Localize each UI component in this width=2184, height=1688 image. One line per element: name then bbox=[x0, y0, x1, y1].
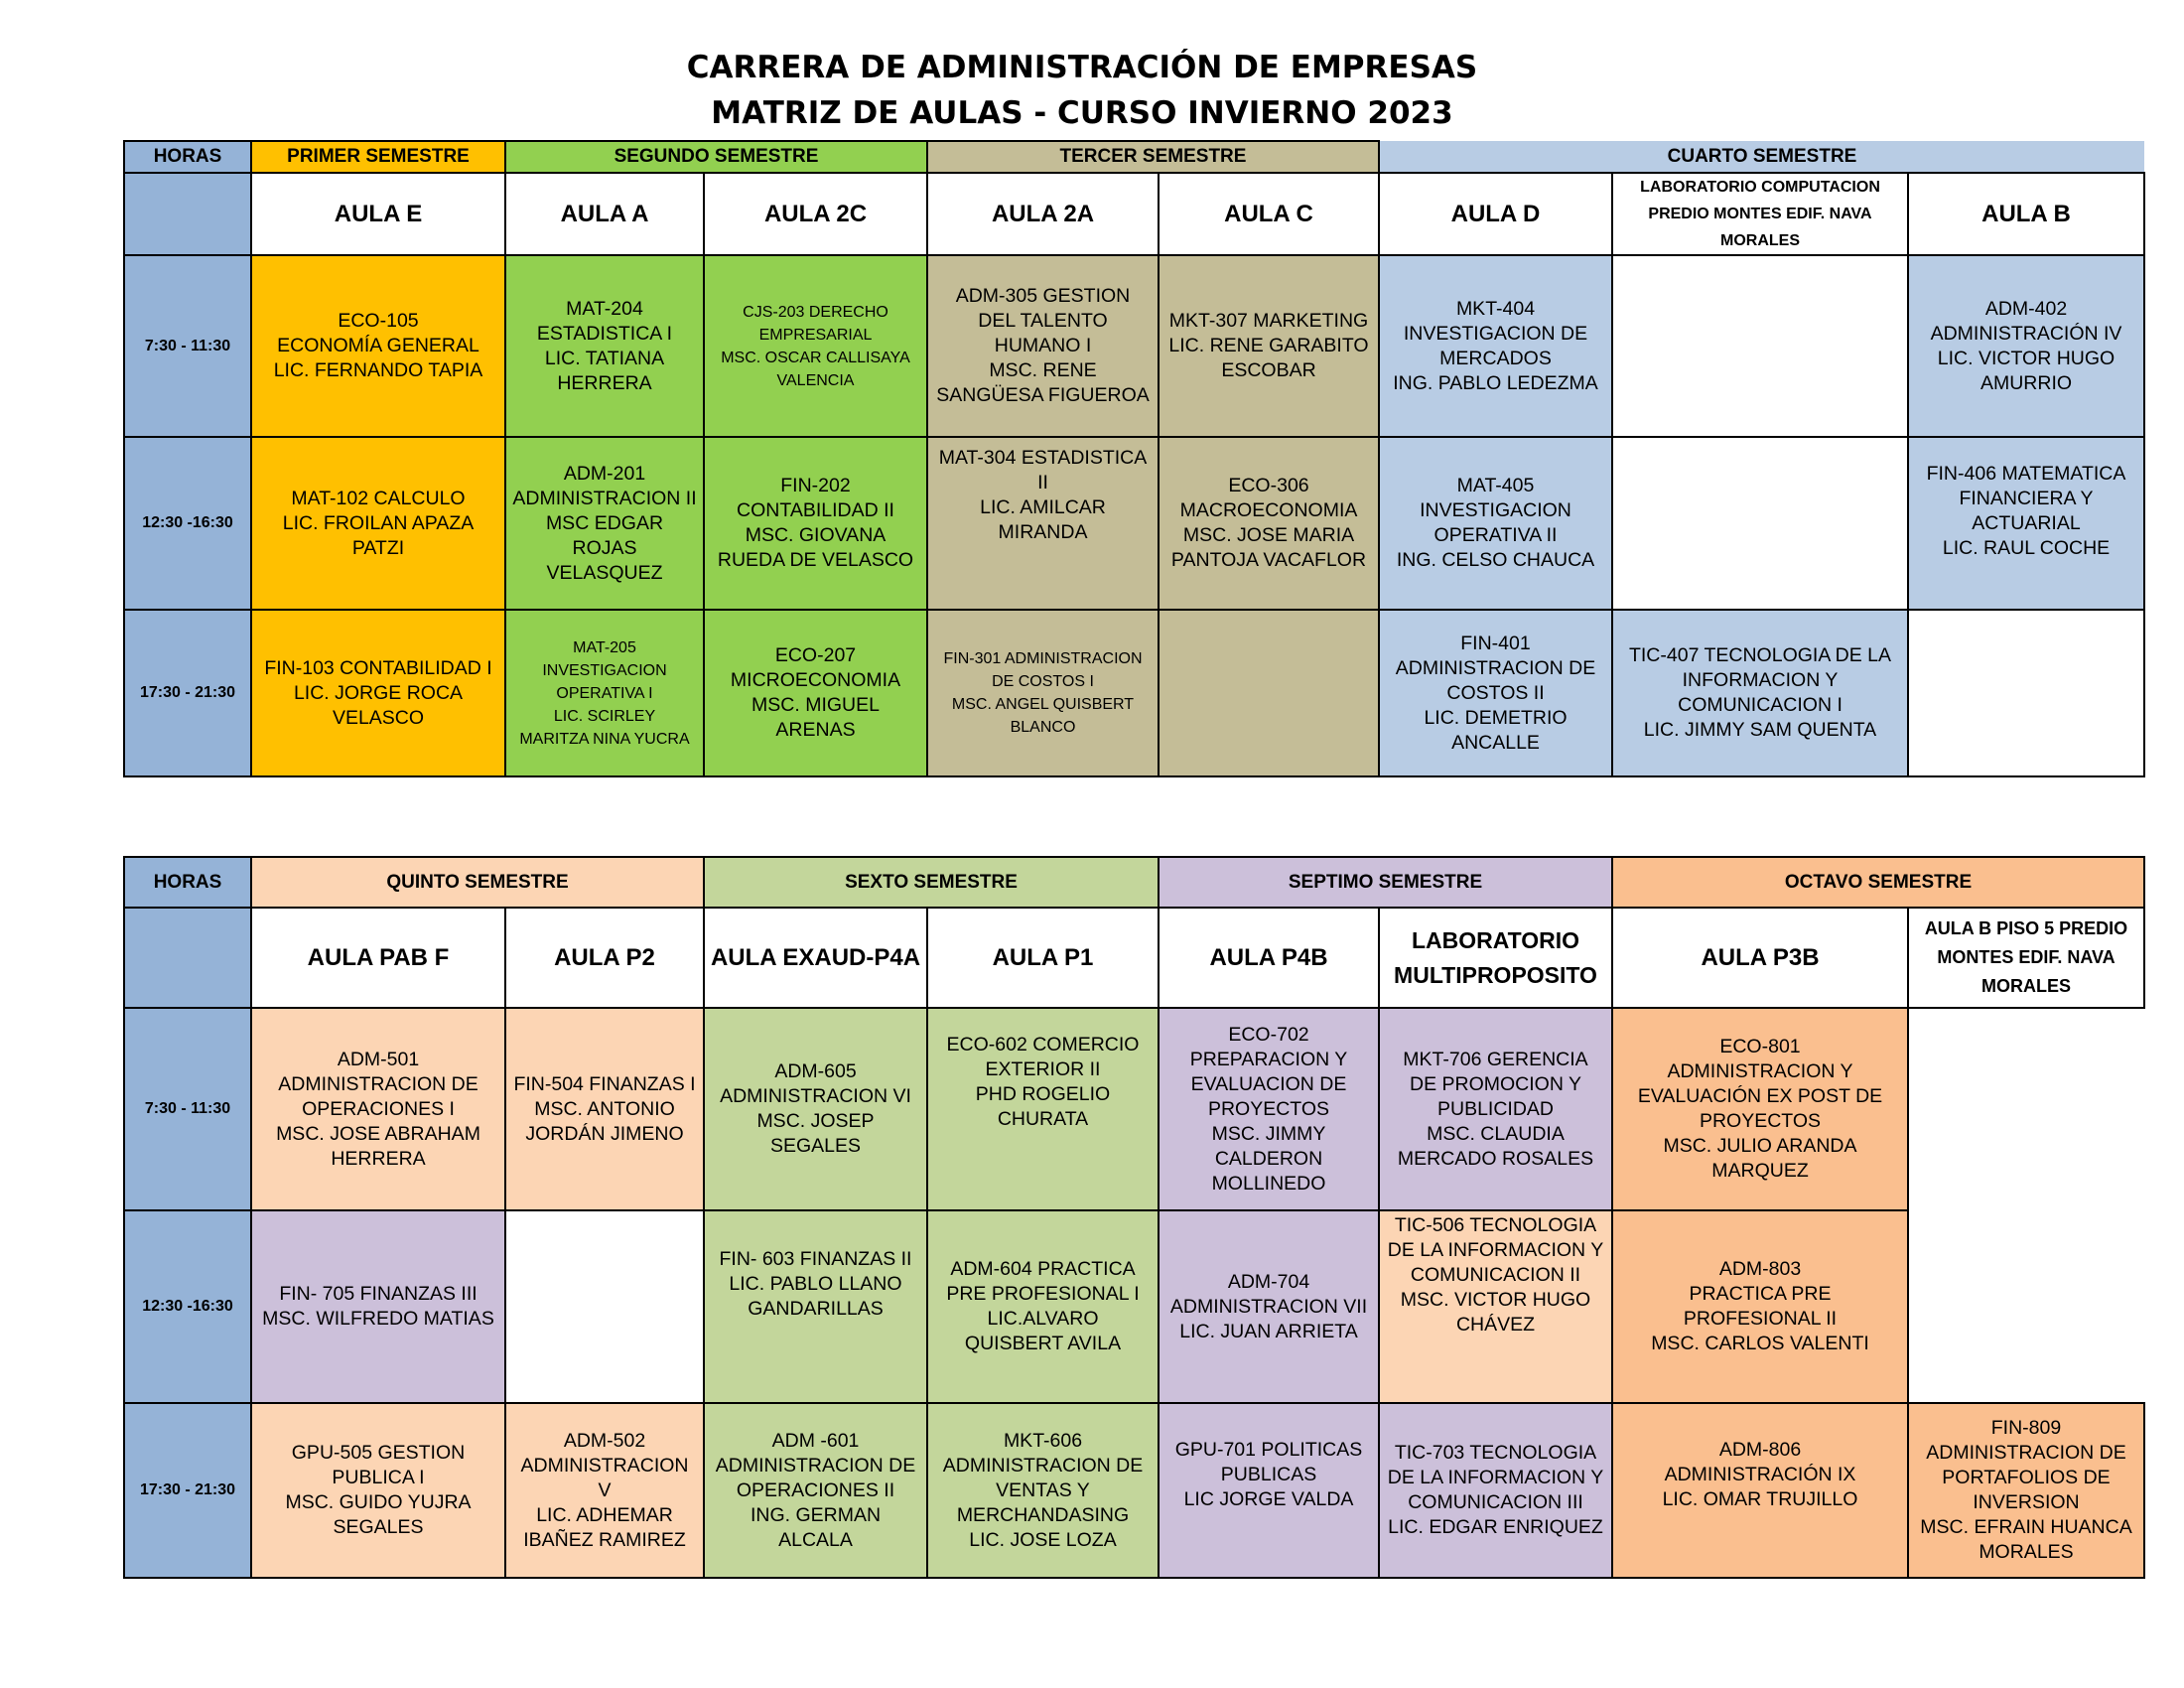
semester-header-sexto: SEXTO SEMESTRE bbox=[704, 857, 1159, 908]
aula-header: AULA P2 bbox=[505, 908, 704, 1008]
course-cell: ADM-604 PRACTICA PRE PROFESIONAL I LIC.ALVARO QUISBERT AVILA bbox=[927, 1210, 1159, 1403]
aula-header: AULA D bbox=[1379, 173, 1612, 255]
course-cell: FIN-202 CONTABILIDAD II MSC. GIOVANA RUEDA DE VELASCO bbox=[704, 437, 927, 610]
aula-header: AULA EXAUD-P4A bbox=[704, 908, 927, 1008]
course-cell: TIC-407 TECNOLOGIA DE LA INFORMACION Y COMUNICACION I LIC. JIMMY SAM QUENTA bbox=[1612, 610, 1908, 776]
course-cell: FIN-401 ADMINISTRACION DE COSTOS II LIC. DEMETRIO ANCALLE bbox=[1379, 610, 1612, 776]
course-cell: ECO-306 MACROECONOMIA MSC. JOSE MARIA PANTOJA VACAFLOR bbox=[1159, 437, 1379, 610]
course-cell: ADM-201 ADMINISTRACION II MSC EDGAR ROJAS VELASQUEZ bbox=[505, 437, 704, 610]
course-cell: ADM-402 ADMINISTRACIÓN IV LIC. VICTOR HUGO AMURRIO bbox=[1908, 255, 2144, 437]
semester-header-primer: PRIMER SEMESTRE bbox=[251, 141, 505, 173]
course-cell: MAT-102 CALCULO LIC. FROILAN APAZA PATZI bbox=[251, 437, 505, 610]
course-cell: ECO-207 MICROECONOMIA MSC. MIGUEL ARENAS bbox=[704, 610, 927, 776]
hour-label: 7:30 - 11:30 bbox=[124, 1008, 251, 1210]
schedule-table-2 bbox=[123, 856, 2145, 1579]
aula-header: AULA B bbox=[1908, 173, 2144, 255]
course-cell: ADM-501 ADMINISTRACION DE OPERACIONES I MSC. JOSE ABRAHAM HERRERA bbox=[251, 1008, 505, 1210]
course-cell: ECO-702 PREPARACION Y EVALUACION DE PROYECTOS MSC. JIMMY CALDERON MOLLINEDO bbox=[1159, 1008, 1379, 1210]
course-cell: MKT-404 INVESTIGACION DE MERCADOS ING. PABLO LEDEZMA bbox=[1379, 255, 1612, 437]
hour-label: 17:30 - 21:30 bbox=[124, 1403, 251, 1578]
course-cell bbox=[1612, 255, 1908, 437]
course-cell: TIC-703 TECNOLOGIA DE LA INFORMACION Y COMUNICACION III LIC. EDGAR ENRIQUEZ bbox=[1379, 1403, 1612, 1578]
course-cell: MAT-204 ESTADISTICA I LIC. TATIANA HERRERA bbox=[505, 255, 704, 437]
table-row bbox=[124, 437, 2144, 610]
course-cell: MAT-205 INVESTIGACION OPERATIVA I LIC. SCIRLEY MARITZA NINA YUCRA bbox=[505, 610, 704, 776]
course-cell: GPU-505 GESTION PUBLICA I MSC. GUIDO YUJRA SEGALES bbox=[251, 1403, 505, 1578]
course-cell: FIN-301 ADMINISTRACION DE COSTOS I MSC. ANGEL QUISBERT BLANCO bbox=[927, 610, 1159, 776]
horas-header: HORAS bbox=[124, 141, 251, 173]
aula-header: AULA P1 bbox=[927, 908, 1159, 1008]
semester-header-septimo: SEPTIMO SEMESTRE bbox=[1159, 857, 1612, 908]
hour-label: 7:30 - 11:30 bbox=[124, 255, 251, 437]
course-cell: ADM-806 ADMINISTRACIÓN IX LIC. OMAR TRUJILLO bbox=[1612, 1403, 1908, 1578]
table-row bbox=[124, 1403, 2144, 1578]
document-subtitle: MATRIZ DE AULAS - CURSO INVIERNO 2023 bbox=[711, 95, 1453, 131]
course-cell: ADM-502 ADMINISTRACION V LIC. ADHEMAR IBAÑEZ RAMIREZ bbox=[505, 1403, 704, 1578]
semester-header-segundo: SEGUNDO SEMESTRE bbox=[505, 141, 927, 173]
course-cell: FIN-103 CONTABILIDAD I LIC. JORGE ROCA VELASCO bbox=[251, 610, 505, 776]
course-cell bbox=[1612, 437, 1908, 610]
course-cell: FIN-406 MATEMATICA FINANCIERA Y ACTUARIAL LIC. RAUL COCHE bbox=[1908, 437, 2144, 610]
course-cell: GPU-701 POLITICAS PUBLICAS LIC JORGE VALDA bbox=[1159, 1403, 1379, 1578]
horas-blank bbox=[124, 173, 251, 255]
course-cell: MKT-706 GERENCIA DE PROMOCION Y PUBLICIDAD MSC. CLAUDIA MERCADO ROSALES bbox=[1379, 1008, 1612, 1210]
aula-header: LABORATORIO MULTIPROPOSITO bbox=[1379, 908, 1612, 1008]
course-cell bbox=[505, 1210, 704, 1403]
course-cell: MKT-307 MARKETING LIC. RENE GARABITO ESCOBAR bbox=[1159, 255, 1379, 437]
course-cell: ADM-704 ADMINISTRACION VII LIC. JUAN ARRIETA bbox=[1159, 1210, 1379, 1403]
course-cell: FIN-504 FINANZAS I MSC. ANTONIO JORDÁN JIMENO bbox=[505, 1008, 704, 1210]
empty-cell bbox=[1908, 1008, 2144, 1403]
document-title: CARRERA DE ADMINISTRACIÓN DE EMPRESAS bbox=[686, 50, 1478, 85]
course-cell: ECO-602 COMERCIO EXTERIOR II PHD ROGELIO CHURATA bbox=[927, 1008, 1159, 1210]
course-cell: FIN-809 ADMINISTRACION DE PORTAFOLIOS DE INVERSION MSC. EFRAIN HUANCA MORALES bbox=[1908, 1403, 2144, 1578]
course-cell: MAT-405 INVESTIGACION OPERATIVA II ING. CELSO CHAUCA bbox=[1379, 437, 1612, 610]
course-cell: MAT-304 ESTADISTICA II LIC. AMILCAR MIRANDA bbox=[927, 437, 1159, 610]
semester-header-octavo: OCTAVO SEMESTRE bbox=[1612, 857, 2144, 908]
semester-header-quinto: QUINTO SEMESTRE bbox=[251, 857, 704, 908]
course-cell: ADM-305 GESTION DEL TALENTO HUMANO I MSC. RENE SANGÜESA FIGUEROA bbox=[927, 255, 1159, 437]
aula-header: AULA A bbox=[505, 173, 704, 255]
aula-header: AULA 2A bbox=[927, 173, 1159, 255]
course-cell bbox=[1908, 610, 2144, 776]
semester-header-tercer: TERCER SEMESTRE bbox=[927, 141, 1379, 173]
aula-header: AULA C bbox=[1159, 173, 1379, 255]
aula-header: AULA B PISO 5 PREDIO MONTES EDIF. NAVA MORALES bbox=[1908, 908, 2144, 1008]
course-cell: ADM-605 ADMINISTRACION VI MSC. JOSEP SEGALES bbox=[704, 1008, 927, 1210]
hour-label: 12:30 -16:30 bbox=[124, 437, 251, 610]
course-cell: ECO-105 ECONOMÍA GENERAL LIC. FERNANDO TAPIA bbox=[251, 255, 505, 437]
course-cell: TIC-506 TECNOLOGIA DE LA INFORMACION Y COMUNICACION II MSC. VICTOR HUGO CHÁVEZ bbox=[1379, 1210, 1612, 1403]
course-cell: CJS-203 DERECHO EMPRESARIAL MSC. OSCAR CALLISAYA VALENCIA bbox=[704, 255, 927, 437]
course-cell: FIN- 705 FINANZAS III MSC. WILFREDO MATIAS bbox=[251, 1210, 505, 1403]
table-row bbox=[124, 255, 2144, 437]
aula-header: AULA P3B bbox=[1612, 908, 1908, 1008]
aula-header: AULA PAB F bbox=[251, 908, 505, 1008]
aula-header: LABORATORIO COMPUTACION PREDIO MONTES EDIF. NAVA MORALES bbox=[1612, 173, 1908, 255]
hour-label: 17:30 - 21:30 bbox=[124, 610, 251, 776]
course-cell: ADM -601 ADMINISTRACION DE OPERACIONES II ING. GERMAN ALCALA bbox=[704, 1403, 927, 1578]
horas-header: HORAS bbox=[124, 857, 251, 908]
course-cell: ECO-801 ADMINISTRACION Y EVALUACIÓN EX POST DE PROYECTOS MSC. JULIO ARANDA MARQUEZ bbox=[1612, 1008, 1908, 1210]
course-cell bbox=[1159, 610, 1379, 776]
aula-header: AULA E bbox=[251, 173, 505, 255]
aula-header: AULA 2C bbox=[704, 173, 927, 255]
table-row bbox=[124, 610, 2144, 776]
course-cell: MKT-606 ADMINISTRACION DE VENTAS Y MERCHANDASING LIC. JOSE LOZA bbox=[927, 1403, 1159, 1578]
hour-label: 12:30 -16:30 bbox=[124, 1210, 251, 1403]
horas-blank bbox=[124, 908, 251, 1008]
course-cell: ADM-803 PRACTICA PRE PROFESIONAL II MSC. CARLOS VALENTI bbox=[1612, 1210, 1908, 1403]
table-row bbox=[124, 1008, 2144, 1210]
course-cell: FIN- 603 FINANZAS II LIC. PABLO LLANO GANDARILLAS bbox=[704, 1210, 927, 1403]
aula-header: AULA P4B bbox=[1159, 908, 1379, 1008]
semester-header-cuarto: CUARTO SEMESTRE bbox=[1379, 141, 2144, 173]
schedule-table-1 bbox=[123, 140, 2145, 777]
table-row bbox=[124, 1210, 2144, 1403]
